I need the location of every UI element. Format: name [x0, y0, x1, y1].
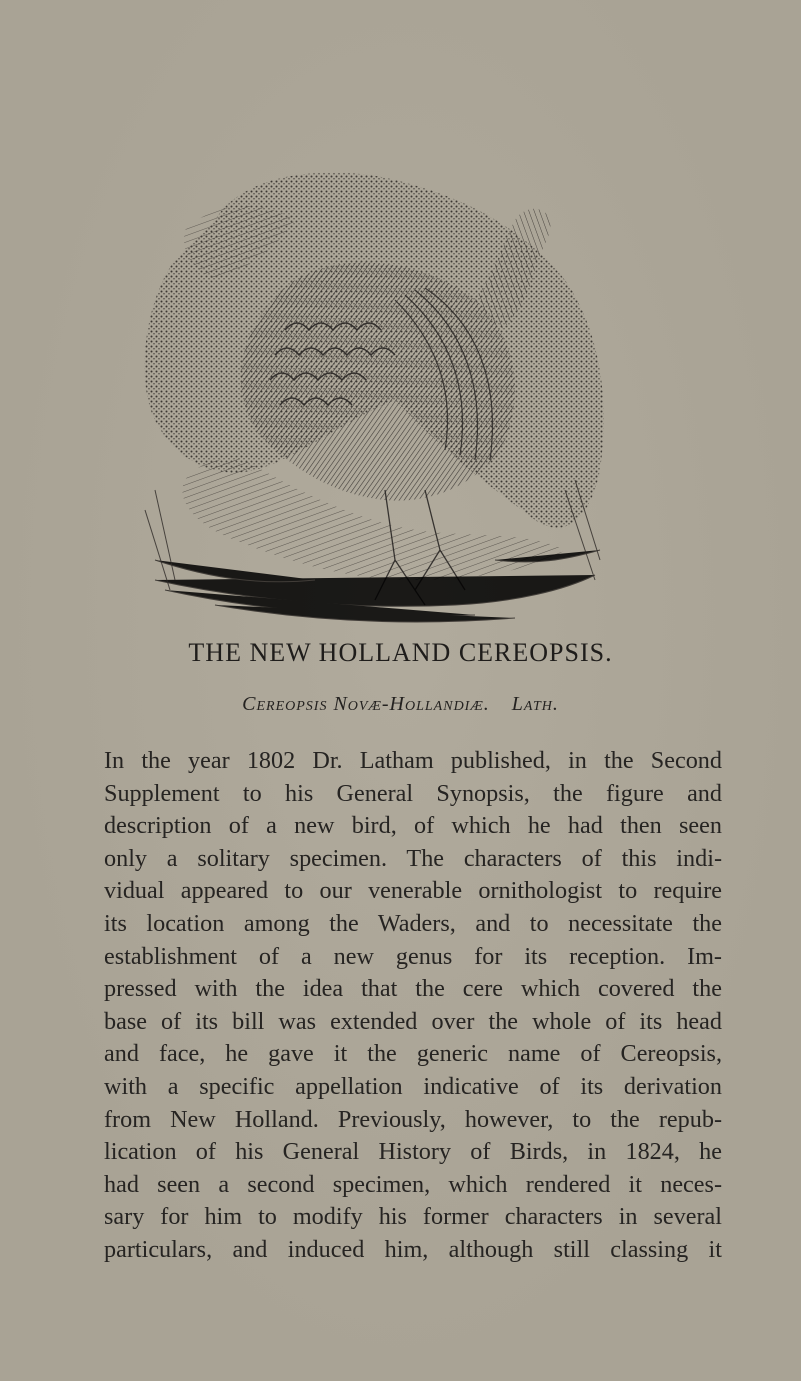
text-line: description of a new bird, of which he had then seen — [104, 812, 722, 840]
text-line: particulars, and induced him, although still classing it — [104, 1235, 722, 1263]
cereopsis-bird-engraving — [95, 160, 615, 630]
body-paragraph — [104, 745, 722, 1267]
text-line: sary for him to modify his former characters in several — [104, 1203, 722, 1231]
text-line: had seen a second specimen, which rendered it neces- — [104, 1170, 722, 1198]
species-author: Lath. — [511, 693, 559, 715]
page-title: THE NEW HOLLAND CEREOPSIS. — [188, 638, 613, 667]
text-line: vidual appeared to our venerable ornithologist to require — [104, 877, 722, 905]
text-line: Supplement to his General Synopsis, the figure and — [104, 779, 722, 807]
text-line: and face, he gave it the generic name of Cereopsis, — [104, 1040, 722, 1068]
text-line: its location among the Waders, and to necessitate the — [104, 909, 722, 937]
text-line: pressed with the idea that the cere which covered the — [104, 975, 722, 1003]
text-line: base of its bill was extended over the whole of its head — [104, 1007, 722, 1035]
text-line: In the year 1802 Dr. Latham published, in the Second — [104, 747, 722, 774]
text-line: lication of his General History of Birds, in 1824, he — [104, 1138, 722, 1166]
species-name: Cereopsis Novæ-Hollandiæ. — [242, 693, 490, 715]
text-line: establishment of a new genus for its reception. Im- — [104, 942, 722, 970]
species-subtitle — [0, 693, 801, 716]
text-line: with a specific appellation indicative of its derivation — [104, 1072, 722, 1100]
text-line: only a solitary specimen. The characters of this indi- — [104, 844, 722, 872]
text-line: from New Holland. Previously, however, to the repub- — [104, 1105, 722, 1133]
